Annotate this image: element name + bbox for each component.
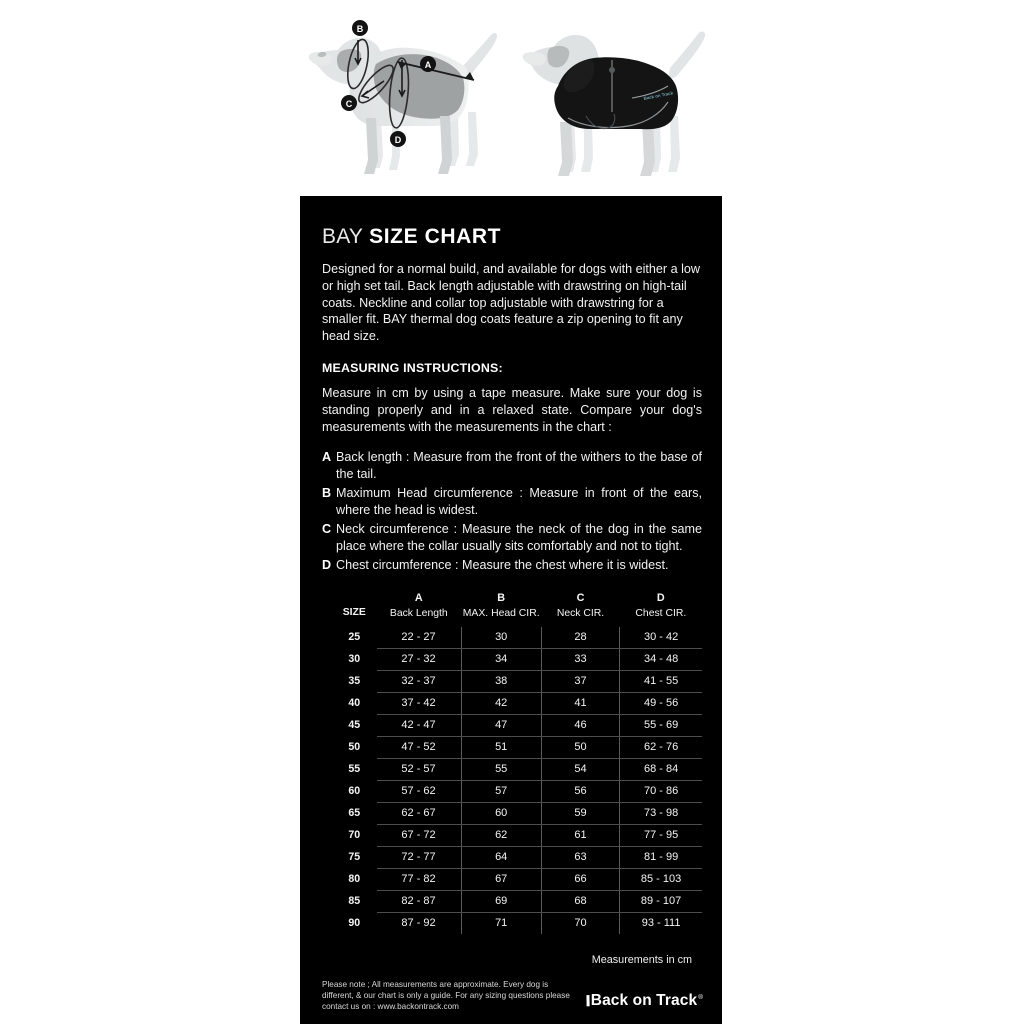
cell-head-circumference: 47 bbox=[461, 714, 541, 736]
measurement-item-b bbox=[322, 485, 702, 519]
cell-size: 30 bbox=[348, 652, 361, 665]
coat-brand-print: Back on Track bbox=[643, 90, 674, 101]
cell-back-length: 57 - 62 bbox=[377, 780, 461, 802]
column-code-a: A bbox=[414, 591, 423, 604]
measurement-item-d bbox=[322, 557, 702, 574]
cell-size: 85 bbox=[348, 894, 361, 907]
size-chart-panel bbox=[300, 196, 722, 1024]
cell-size: 70 bbox=[348, 828, 361, 841]
cell-chest-circumference: 62 - 76 bbox=[620, 736, 702, 758]
cell-neck-circumference: 63 bbox=[541, 846, 619, 868]
cell-chest-circumference: 77 - 95 bbox=[620, 824, 702, 846]
measurement-item-c bbox=[322, 521, 702, 555]
column-code-c: C bbox=[576, 591, 585, 604]
cell-neck-circumference: 56 bbox=[541, 780, 619, 802]
cell-back-length: 82 - 87 bbox=[377, 890, 461, 912]
column-label-d: Chest CIR. bbox=[635, 607, 687, 619]
cell-back-length: 67 - 72 bbox=[377, 824, 461, 846]
page-title bbox=[322, 196, 702, 247]
panel-footer bbox=[322, 979, 702, 1012]
table-row bbox=[332, 736, 702, 758]
cell-head-circumference: 55 bbox=[461, 758, 541, 780]
cell-chest-circumference: 70 - 86 bbox=[620, 780, 702, 802]
cell-head-circumference: 62 bbox=[461, 824, 541, 846]
measurement-text-a: Back length : Measure from the front of the withers to the base of the tail. bbox=[336, 449, 702, 481]
table-row bbox=[332, 868, 702, 890]
measurement-definitions-list bbox=[322, 449, 702, 574]
coat-zipper-pull-icon bbox=[609, 67, 615, 73]
cell-size: 55 bbox=[348, 762, 361, 775]
column-header-b bbox=[461, 592, 541, 627]
table-row bbox=[332, 648, 702, 670]
cell-back-length: 27 - 32 bbox=[377, 648, 461, 670]
coat-dog-tail-shape bbox=[669, 32, 705, 79]
cell-back-length: 72 - 77 bbox=[377, 846, 461, 868]
cell-head-circumference: 71 bbox=[461, 912, 541, 934]
logo-wordmark: Back on Track bbox=[590, 992, 698, 1009]
cell-back-length: 87 - 92 bbox=[377, 912, 461, 934]
panel-content bbox=[322, 196, 702, 966]
cell-chest-circumference: 55 - 69 bbox=[620, 714, 702, 736]
measurement-letter-a: A bbox=[322, 449, 332, 464]
cell-neck-circumference: 70 bbox=[541, 912, 619, 934]
table-row bbox=[332, 627, 702, 649]
measuring-instructions-heading: MEASURING INSTRUCTIONS: bbox=[322, 360, 503, 375]
size-table-body bbox=[332, 627, 702, 934]
cell-neck-circumference: 66 bbox=[541, 868, 619, 890]
cell-neck-circumference: 46 bbox=[541, 714, 619, 736]
size-table-header-row bbox=[332, 592, 702, 627]
cell-back-length: 37 - 42 bbox=[377, 692, 461, 714]
cell-size: 40 bbox=[348, 696, 361, 709]
marker-b-label: B bbox=[356, 24, 364, 34]
cell-chest-circumference: 34 - 48 bbox=[620, 648, 702, 670]
cell-chest-circumference: 49 - 56 bbox=[620, 692, 702, 714]
column-code-b: B bbox=[497, 591, 506, 604]
cell-chest-circumference: 73 - 98 bbox=[620, 802, 702, 824]
cell-neck-circumference: 50 bbox=[541, 736, 619, 758]
cell-head-circumference: 60 bbox=[461, 802, 541, 824]
cell-size: 35 bbox=[348, 674, 361, 687]
cell-chest-circumference: 93 - 111 bbox=[641, 916, 681, 929]
column-label-c: Neck CIR. bbox=[556, 607, 605, 619]
cell-back-length: 47 - 52 bbox=[377, 736, 461, 758]
cell-head-circumference: 69 bbox=[461, 890, 541, 912]
coat-dog-muzzle-shape bbox=[523, 52, 546, 66]
cell-size: 50 bbox=[348, 740, 361, 753]
cell-chest-circumference: 68 - 84 bbox=[620, 758, 702, 780]
cell-back-length: 62 - 67 bbox=[377, 802, 461, 824]
cell-size: 25 bbox=[348, 631, 361, 644]
cell-chest-circumference: 30 - 42 bbox=[620, 627, 702, 649]
table-row bbox=[332, 758, 702, 780]
marker-d-label: D bbox=[394, 135, 402, 145]
cell-size: 65 bbox=[348, 806, 361, 819]
intro-paragraph: Designed for a normal build, and available for dogs with either a low or high set tail. Back length adjustable with drawstring on high-tail coats. Neckline and collar top adjustable with drawstring for a smaller fit. BAY thermal dog coats feature a zip opening to fit any head size. bbox=[322, 262, 701, 344]
page-title-strong: SIZE CHART bbox=[369, 225, 502, 248]
measuring-instructions-intro: Measure in cm by using a tape measure. Make sure your dog is standing properly and in a relaxed state. Compare your dog's measurements with the measurements in the chart : bbox=[322, 385, 702, 434]
cell-neck-circumference: 28 bbox=[541, 627, 619, 649]
size-table-head bbox=[332, 592, 702, 627]
logo-registered-mark: ® bbox=[698, 993, 703, 1001]
cell-size: 90 bbox=[348, 916, 361, 929]
table-row bbox=[332, 912, 702, 934]
cell-head-circumference: 64 bbox=[461, 846, 541, 868]
cell-chest-circumference: 85 - 103 bbox=[620, 868, 702, 890]
cell-neck-circumference: 61 bbox=[541, 824, 619, 846]
cell-head-circumference: 42 bbox=[461, 692, 541, 714]
cell-neck-circumference: 68 bbox=[541, 890, 619, 912]
column-header-c bbox=[541, 592, 619, 627]
cell-head-circumference: 34 bbox=[461, 648, 541, 670]
logo-slash-icon: \\ bbox=[584, 992, 589, 1010]
cell-back-length: 32 - 37 bbox=[377, 670, 461, 692]
cell-neck-circumference: 37 bbox=[541, 670, 619, 692]
cell-back-length: 42 - 47 bbox=[377, 714, 461, 736]
cell-head-circumference: 51 bbox=[461, 736, 541, 758]
cell-back-length: 22 - 27 bbox=[377, 627, 461, 649]
cell-chest-circumference: 41 - 55 bbox=[620, 670, 702, 692]
cell-head-circumference: 57 bbox=[461, 780, 541, 802]
cell-head-circumference: 30 bbox=[461, 627, 541, 649]
table-row bbox=[332, 846, 702, 868]
measurement-letter-c: C bbox=[322, 521, 332, 536]
cell-size: 45 bbox=[348, 718, 361, 731]
cell-neck-circumference: 41 bbox=[541, 692, 619, 714]
page-title-brand: BAY bbox=[322, 225, 364, 248]
table-row bbox=[332, 692, 702, 714]
measurement-letter-b: B bbox=[322, 485, 332, 500]
illustration-strip bbox=[0, 0, 1024, 196]
column-header-size: SIZE bbox=[342, 606, 366, 618]
measurement-text-d: Chest circumference : Measure the chest where it is widest. bbox=[336, 557, 669, 572]
marker-a-label: A bbox=[424, 60, 432, 70]
cell-back-length: 52 - 57 bbox=[377, 758, 461, 780]
column-header-d bbox=[620, 592, 702, 627]
dog-tail-shape bbox=[463, 33, 497, 77]
size-table-container bbox=[322, 592, 702, 934]
column-label-b: MAX. Head CIR. bbox=[462, 607, 540, 619]
cell-head-circumference: 67 bbox=[461, 868, 541, 890]
table-row bbox=[332, 824, 702, 846]
column-label-a: Back Length bbox=[389, 607, 448, 619]
column-header-a bbox=[377, 592, 461, 627]
cell-neck-circumference: 33 bbox=[541, 648, 619, 670]
cell-size: 60 bbox=[348, 784, 361, 797]
measurements-unit-note: Measurements in cm bbox=[591, 953, 692, 966]
measurement-letter-d: D bbox=[322, 557, 332, 572]
table-row bbox=[332, 714, 702, 736]
table-row bbox=[332, 802, 702, 824]
table-row bbox=[332, 890, 702, 912]
dog-measurement-diagram bbox=[300, 8, 520, 188]
cell-chest-circumference: 89 - 107 bbox=[620, 890, 702, 912]
marker-c-label: C bbox=[345, 99, 353, 109]
cell-neck-circumference: 54 bbox=[541, 758, 619, 780]
table-row bbox=[332, 670, 702, 692]
footer-disclaimer: Please note ; All measurements are approximate. Every dog is different, & our chart is only a guide. For any sizing questions please contact us on : www.backontrack.com bbox=[322, 980, 570, 1011]
dog-coat-photo bbox=[520, 8, 735, 188]
column-code-d: D bbox=[656, 591, 665, 604]
table-row bbox=[332, 780, 702, 802]
measurement-text-c: Neck circumference : Measure the neck of the dog in the same place where the collar usually sits comfortably and not to tight. bbox=[336, 521, 702, 553]
cell-head-circumference: 38 bbox=[461, 670, 541, 692]
measurement-item-a bbox=[322, 449, 702, 483]
cell-chest-circumference: 81 - 99 bbox=[620, 846, 702, 868]
size-table bbox=[332, 592, 702, 934]
measurement-text-b: Maximum Head circumference : Measure in front of the ears, where the head is widest. bbox=[336, 485, 702, 517]
cell-neck-circumference: 59 bbox=[541, 802, 619, 824]
cell-size: 75 bbox=[348, 850, 361, 863]
cell-size: 80 bbox=[348, 872, 361, 885]
cell-back-length: 77 - 82 bbox=[377, 868, 461, 890]
back-on-track-logo bbox=[585, 992, 702, 1012]
